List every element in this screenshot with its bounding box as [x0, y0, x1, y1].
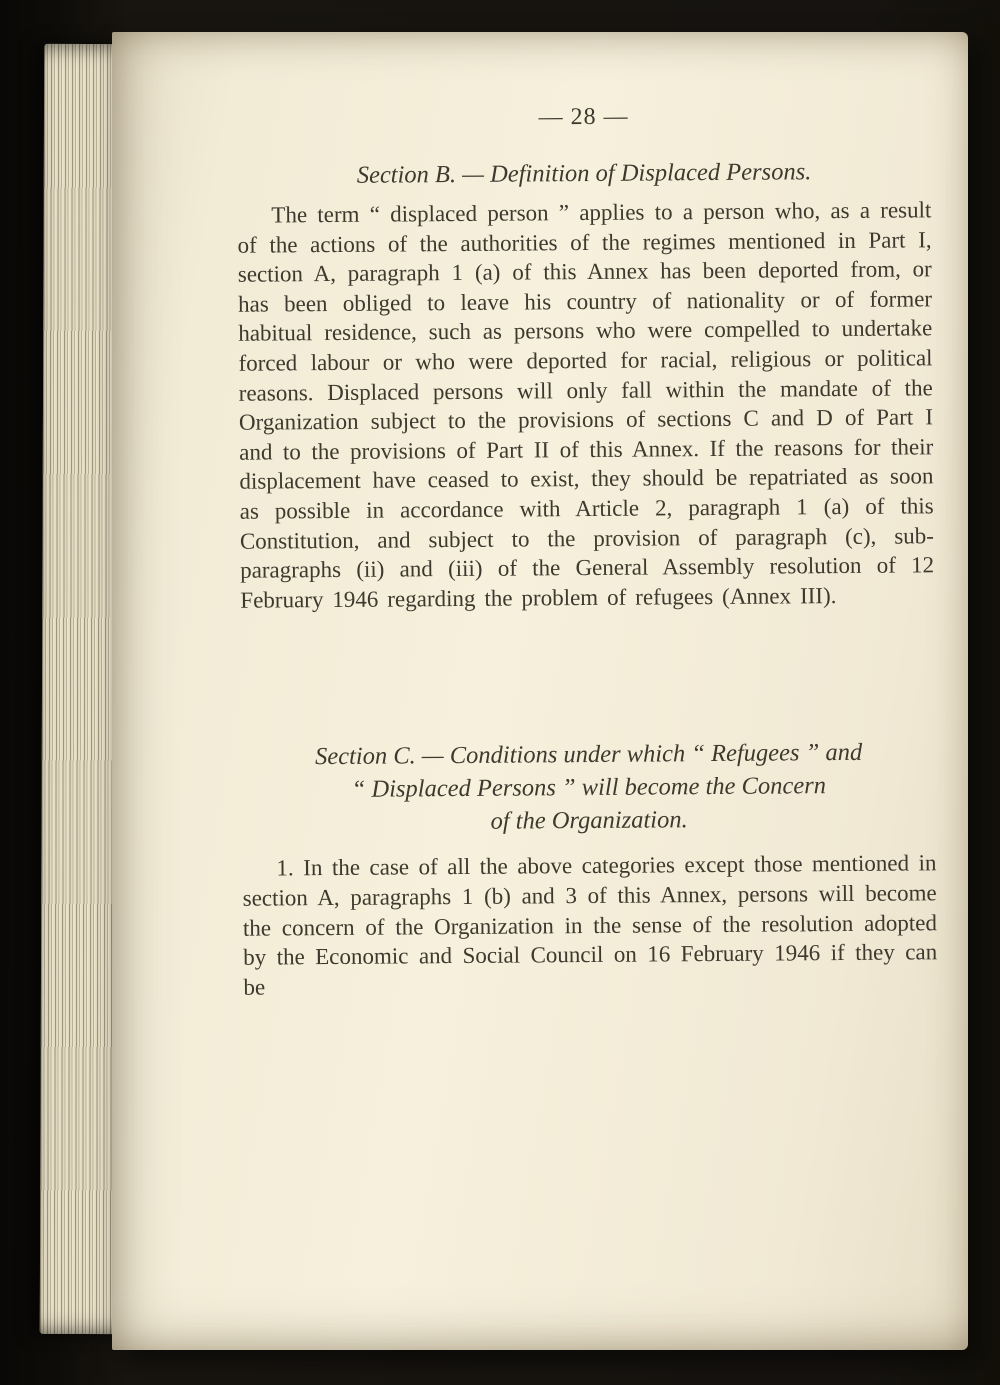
- book-page: [112, 32, 968, 1350]
- page-number: — 28 —: [538, 103, 629, 131]
- page-text-block: [236, 101, 937, 1002]
- section-c-heading: [241, 736, 936, 840]
- section-c-heading-line-2: “ Displaced Persons ” will become the Concern: [351, 772, 827, 804]
- section-c-heading-line-3: of the Organization.: [490, 806, 688, 836]
- section-c-heading-line-1: Section C. — Conditions under which “ Refugees ” and: [314, 739, 863, 771]
- section-c-paragraph: 1. In the case of all the above categories except those mentioned in section A, paragraphs 1 (b) and 3 of this Annex, persons will become the concern of the Organization in the sense of the resolution adopted by the Economic and Social Council on 16 February 1946 if they can be: [242, 850, 938, 1000]
- section-b-heading: Section B. — Definition of Displaced Persons.: [356, 158, 812, 189]
- section-b-paragraph: The term “ displaced person ” applies to a person who, as a result of the actions of the authorities of the regimes mentioned in Part I, section A, paragraph 1 (a) of this Annex has been deported from, or has been obliged to leave his country of nationality or of former habitual residence, such as persons who were compelled to undertake forced labour or who were deported for racial, religious or political reasons. Displaced persons will only fall within the mandate of the Organization subject to the provisions of sections C and D of Part I and to the provisions of Part II of this Annex. If the reasons for their displacement have ceased to exist, they should be repatriated as soon as possible in accordance with Article 2, paragraph 1 (a) of this Constitution, and subject to the provision of paragraph (c), sub-paragraphs (ii) and (iii) of the General Assembly resolution of 12 February 1946 regarding the problem of refugees (Annex III).: [237, 197, 935, 613]
